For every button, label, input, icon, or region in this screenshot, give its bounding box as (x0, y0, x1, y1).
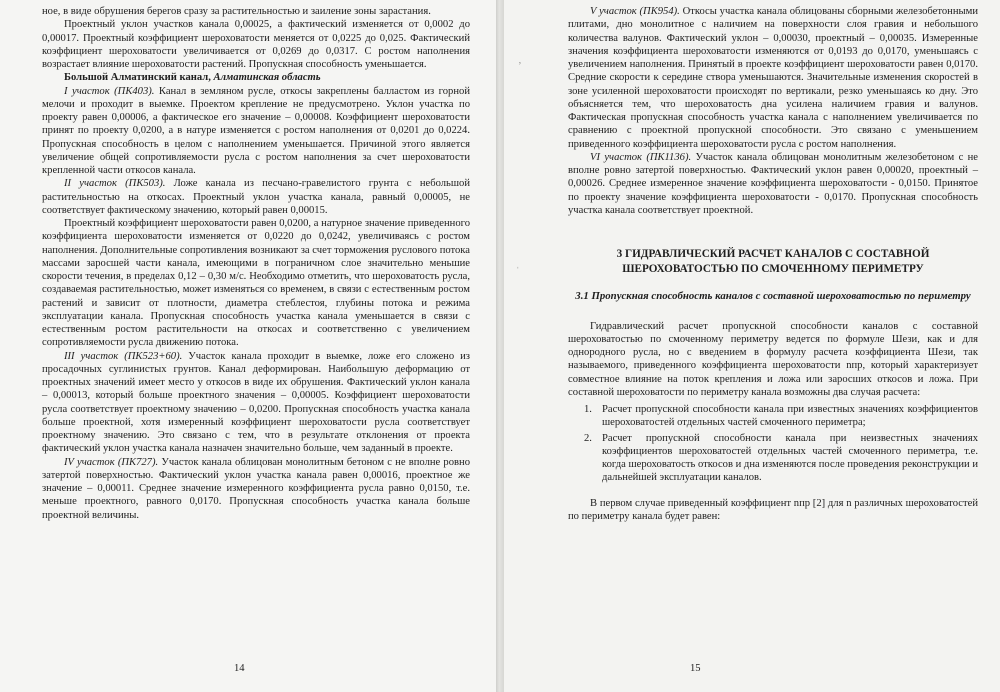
section-paragraph (42, 177, 470, 217)
section-paragraph (42, 456, 470, 522)
section-paragraph (568, 5, 978, 151)
list-item (584, 403, 978, 430)
region-heading-name: Большой Алматинский канал, (64, 72, 211, 84)
section-label: III участок (ПК523+60). (64, 350, 183, 362)
intro-paragraph: Гидравлический расчет пропускной способности каналов с составной шероховатостью по смоченному периметру ведется по формуле Шези, как и для однородного русла, но с введением в формулу расчета коэффициента Шези, так называемого, приведенного коэффициента шероховатости nпр, который характеризует совместное влияние на поток крепления и ложа или заросших откосов и ложа. При составной шероховатости по периметру канала возможны два случая расчета: (568, 320, 978, 398)
list-item-number: 2. (584, 432, 592, 444)
list-item-text: Расчет пропускной способности канала при известных значениях коэффициентов шероховатостей отдельных частей смоченного периметра; (602, 404, 978, 429)
page-number: 14 (234, 663, 245, 674)
section-paragraph (42, 350, 470, 456)
paragraph: Проектный уклон участков канала 0,00025, а фактический изменяется от 0,0002 до 0,00017. Проектный коэффициент шероховатости меняется от 0,0225 до 0,025. Фактический коэффициент шероховатости увеличивается от 0,0269 до 0,0317. С ростом наполнения возрастает влияние шероховатости растений. Пропускная способность уменьшается. (42, 19, 470, 70)
cases-list (568, 403, 978, 485)
region-heading-oblast: Алматинская область (213, 72, 321, 84)
section-label: I участок (ПК403). (64, 85, 155, 97)
section-label: IV участок (ПК727). (64, 456, 159, 468)
right-page (504, 0, 1000, 692)
section-text: Участок канала облицован монолитным железобетоном с не вполне ровно затертой поверхностью. Фактический уклон равен 0,00020, проектный – 0,00026. Среднее измеренное значение коэффициента шероховатости - 0,0150. Принятое по проекту значение коэффициента шероховатости - 0,0170. Пропускная способность участка канала соответствует проектной. (568, 151, 979, 216)
subsection-title: 3.1 Пропускная способность каналов с составной шероховатостью по периметру (575, 290, 971, 302)
list-item-text: Расчет пропускной способности канала при неизвестных значениях коэффициентов шероховатостей отдельных частей смоченного периметра, т.е. когда шероховатость откосов и дна изменяются после проведения реконструкции и дальнейшей эксплуатации каналов. (602, 432, 978, 484)
section-text: Откосы участка канала облицованы сборными железобетонными плитами, дно монолитное с наличием на поверхности слоя гравия и небольшого количества валунов. Фактический уклон – 0,00030, проектный – 0,00035. Измеренные значения коэффициента шероховатости изменяются от 0,0193 до 0,0170, уменьшаясь с увеличением наполнения. Принятый в проекте коэффициент шероховатости равен 0,0170. Средние скорости к середине створа уменьшаются. Значительные изменения скоростей в зоне усиленной шероховатости происходят по вертикали, резко уменьшаясь ко дну. Это объясняется тем, что шероховатость дна усилена наличием гравия и валунов. Фактическая пропускная способность участка канала с наполнением увеличивается по сравнению с проектной пропускной способности. Это связано с уменьшением приведенного коэффициента шероховатости русла с ростом наполнения. (568, 6, 978, 150)
section-paragraph (42, 85, 470, 178)
section-text: Проектный коэффициент шероховатости равен 0,0200, а натурное значение приведенного коэффициента шероховатости изменяется от 0,0220 до 0,0242, увеличиваясь с ростом наполнения. Дополнительные сопротивления возникают за счет торможения руслового потока массами заросшей части канала, имеющими в пограничном слое значительно меньшие скорости течения, в пределах 0,12 – 0,30 м/с. Необходимо отметить, что шероховатость русла, создаваемая растительностью, может изменяться со временем, в связи с естественным ростом растений и зависит от плотности, диаметра стеблестоя, глубины потока и режима эксплуатации канала. Пропускная способность участка канала уменьшается в связи с естественным ростом растительности на откосах и соответственно с увеличением сопротивляемости русла движению потока. (42, 218, 470, 349)
paragraph: ное, в виде обрушения берегов сразу за растительностью и заиление зоны зарастания. (42, 6, 431, 17)
section-title: 3 ГИДРАВЛИЧЕСКИЙ РАСЧЕТ КАНАЛОВ С СОСТАВНОЙ ШЕРОХОВАТОСТЬЮ ПО СМОЧЕННОМУ ПЕРИМЕТРУ (616, 248, 930, 275)
left-page (0, 0, 496, 692)
section-text: Канал в земляном русле, откосы закреплены балластом из горной мелочи и проходит в выемке. Проектом крепление не предусмотрено. Уклон участка по проекту равен 0,00006, а фактическое его значение – 0,00008. Коэффициент шероховатости принят по проекту 0,0200, а в натуре изменяется с ростом наполнения от 0,0201 до 0,0224. Пропускная способность в целом с наполнением уменьшается. Причиной этого является увеличение общей сопротивляемости русла с ростом наполнения за счет шероховатости крепленной части откосов канала. (42, 85, 470, 176)
section-text: Участок канала проходит в выемке, ложе его сложено из просадочных суглинистых грунтов. Канал деформирован. Наибольшую деформацию от проектных значений имеет место у откосов в виде их обрушения. Фактический уклон канала – 0,00013, который больше проектного значения – 0,00005. Коэффициент шероховатости русла соответствует проектному значению – 0,0200. Пропускная способность участка канала больше проектной, хотя измеренный коэффициент шероховатости русла соответствует проектному значению. Это связано с тем, что в результате отклонения от проекта фактический уклон участка канала назначен значительно больше, чем заданный в проекте. (42, 350, 470, 455)
section-text: Ложе канала из песчано-гравелистого грунта с небольшой растительностью на откосах. Проектный уклон участка канала, равный 0,00005, не соответствует фактическому значению, который равен 0,00015. (42, 178, 470, 216)
section-text: Участок канала облицован монолитным бетоном с не вполне ровно затертой поверхностью. Фактический уклон участка канала равен 0,00016, проектное же значение – 0,00011. Среднее значение измеренного коэффициента русла равно 0,0150, т.е. меньше проектного, равного 0,0170. Пропускная способность участка канала больше проектной величины. (42, 456, 470, 521)
section-paragraph (568, 151, 978, 217)
region-heading (42, 71, 470, 84)
closing-paragraph: В первом случае приведенный коэффициент nпр [2] для n различных шероховатостей по периметру канала будет равен: (568, 497, 978, 522)
list-item (584, 432, 978, 485)
scan-speck: ˈ (516, 265, 520, 277)
section-label: II участок (ПК503). (64, 178, 166, 190)
book-gutter (496, 0, 504, 692)
page-number: 15 (690, 663, 701, 674)
section-label: V участок (ПК954). (590, 6, 680, 17)
scan-speck: ʼ (518, 60, 522, 72)
section-paragraph (42, 217, 470, 350)
section-label: VI участок (ПК1136). (590, 151, 692, 163)
list-item-number: 1. (584, 404, 592, 416)
